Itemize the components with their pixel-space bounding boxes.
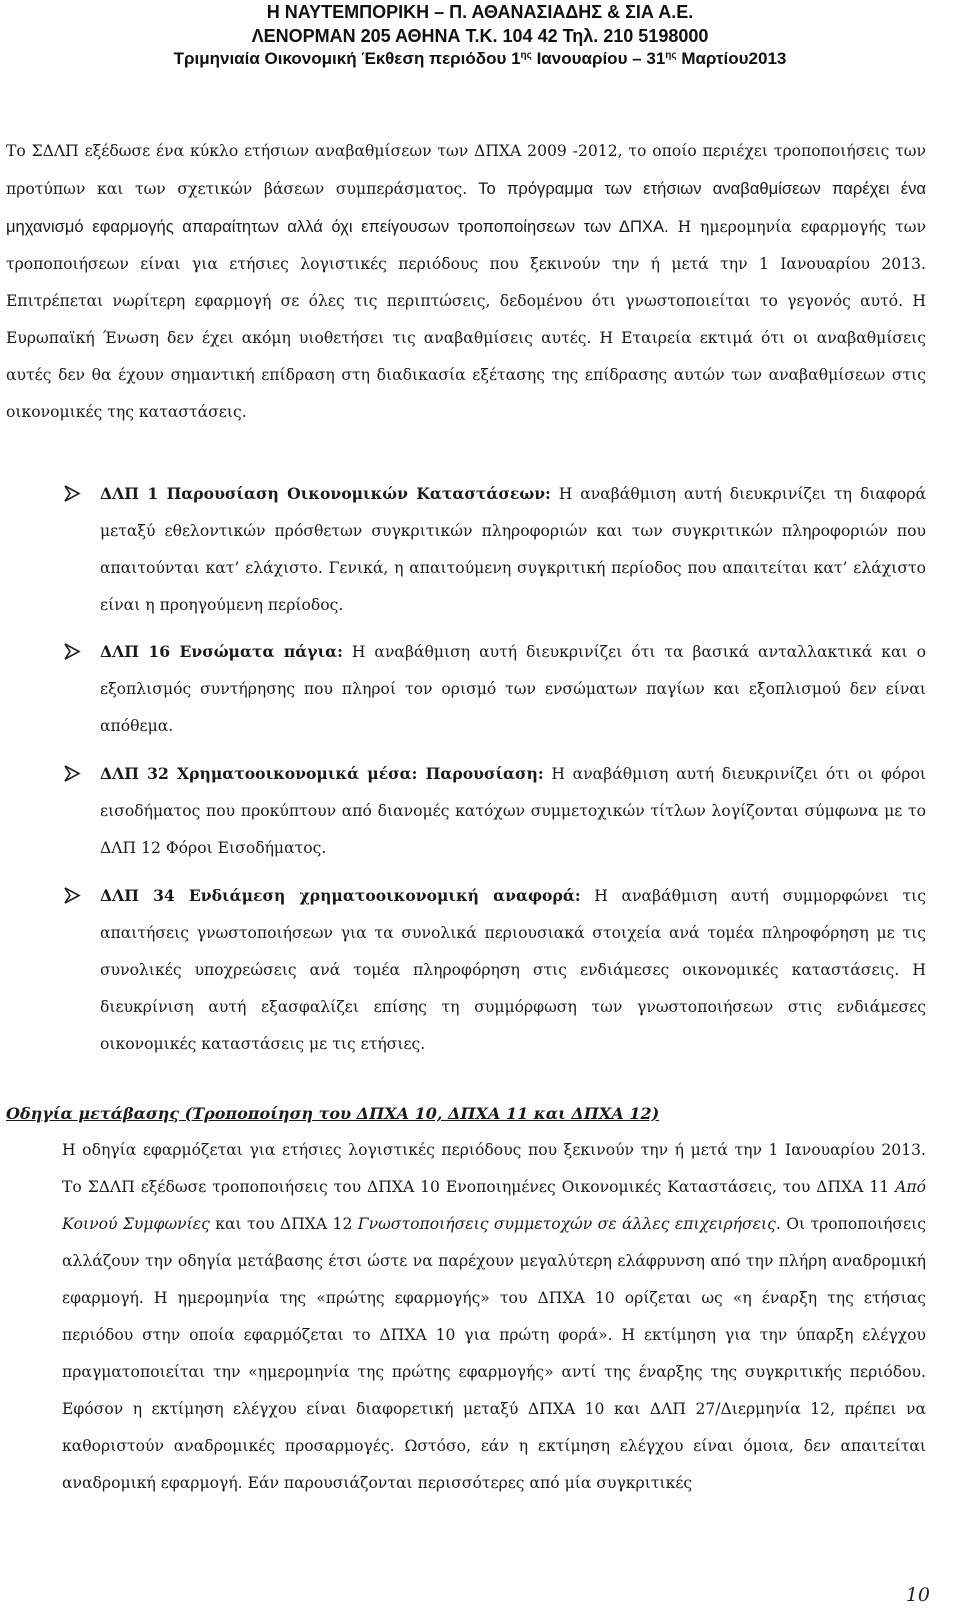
page-number: 10 [905, 1584, 930, 1606]
intro-sentence-3: Η ημερομηνία εφαρμογής των τροποποιήσεων είναι για ετήσιες λογιστικές περιόδους που ξεκινούν την ή μετά την 1 Ιανουαρίου 2013. Επιτρέπεται νωρίτερη εφαρμογή σε όλες τις περιπτώσεις, δεδομένου ότι γνωστοποιείται το γεγονός αυτό. Η Ευρωπαϊκή Ένωση δεν έχει ακόμη υιοθετήσει τις αναβαθμίσεις αυτές. Η Εταιρεία εκτιμά ότι οι αναβαθμίσεις αυτές δεν θα έχουν σημαντική επίδραση στη διαδικασία εξέτασης της επίδρασης αυτών των αναβαθμίσεων στις οικονομικές της καταστάσεις. [6, 218, 926, 421]
list-item-title: ΔΛΠ 16 Ενσώματα πάγια: [100, 642, 343, 661]
company-address: ΛΕΝΟΡΜΑΝ 205 ΑΘΗΝΑ Τ.Κ. 104 42 Τηλ. 210 5198000 [251, 26, 709, 46]
list-item-text: ΔΛΠ 34 Ενδιάμεση χρηματοοικονομική αναφορά: Η αναβάθμιση αυτή συμμορφώνει τις απαιτήσεις γνωστοποιήσεων για τα συνολικά περιουσιακά στοιχεία ανά τομέα πληροφόρηση με τις συνολικές υποχρεώσεις ανά τομέα πληροφόρηση στις ενδιάμεσες οικονομικές καταστάσεις. Η διευκρίνιση αυτή εξασφαλίζει επίσης τη συμμόρφωση των γνωστοποιήσεων στις ενδιάμεσες οικονομικές καταστάσεις με τις ετήσιες. [100, 886, 926, 1053]
intro-sentence-2: Το πρόγραμμα των ετήσιων αναβαθμίσεων παρέχει ένα μηχανισμό εφαρμογής απαραίτητων αλλά όχι επείγουσων τροποποίησεων των ΔΠΧΑ. [6, 179, 927, 236]
arrowhead-bullet-icon [62, 755, 86, 792]
section-heading: Οδηγία μετάβασης (Τροποποίηση του ΔΠΧΑ 10, ΔΠΧΑ 11 και ΔΠΧΑ 12) [6, 1104, 660, 1123]
arrowhead-bullet-icon [62, 877, 86, 914]
list-item-title: ΔΛΠ 32 Χρηματοοικονομικά μέσα: Παρουσίαση: [100, 764, 544, 783]
list-item-text: ΔΛΠ 16 Ενσώματα πάγια: Η αναβάθμιση αυτή διευκρινίζει ότι τα βασικά ανταλλακτικά και ο εξοπλισμός συντήρησης που πληροί τον ορισμό των ενσώματων παγίων και εξοπλισμού δεν είναι απόθεμα. [100, 642, 926, 735]
list-item-title: ΔΛΠ 34 Ενδιάμεση χρηματοοικονομική αναφορά: [100, 886, 581, 905]
arrowhead-bullet-icon [62, 633, 86, 670]
intro-paragraph [6, 133, 926, 431]
list-item-text: ΔΛΠ 32 Χρηματοοικονομικά μέσα: Παρουσίαση: Η αναβάθμιση αυτή διευκρινίζει ότι οι φόροι εισοδήματος που προκύπτουν από διανομές κατόχων συμμετοχικών τίτλων λογίζονται σύμφωνα με το ΔΛΠ 12 Φόροι Εισοδήματος. [100, 764, 927, 857]
intro-sentence-1: Το ΣΔΛΠ εξέδωσε ένα κύκλο ετήσιων αναβαθμίσεων των ΔΠΧΑ 2009 -2012, το οποίο περιέχει τροποποιήσεις των προτύπων και των σχετικών βάσεων συμπεράσματος. [6, 142, 926, 198]
arrowhead-bullet-icon [62, 475, 86, 512]
list-item-title: ΔΛΠ 1 Παρουσίαση Οικονομικών Καταστάσεων: [100, 484, 551, 503]
company-name: Η ΝΑΥΤΕΜΠΟΡΙΚΗ – Π. ΑΘΑΝΑΣΙΑΔΗΣ & ΣΙΑ Α.Ε. [266, 2, 694, 22]
list-item-text: ΔΛΠ 1 Παρουσίαση Οικονομικών Καταστάσεων: Η αναβάθμιση αυτή διευκρινίζει τη διαφορά μεταξύ εθελοντικών πρόσθετων συγκριτικών πληροφοριών και των συγκριτικών πληροφοριών που απαιτούνται κατ’ ελάχιστο. Γενικά, η απαιτούμενη συγκριτική περίοδος που απαιτείται κατ’ ελάχιστο είναι η προηγούμενη περίοδος. [100, 484, 926, 614]
transition-paragraph: Η οδηγία εφαρμόζεται για ετήσιες λογιστικές περιόδους που ξεκινούν την ή μετά την 1 Ιανουαρίου 2013. Το ΣΔΛΠ εξέδωσε τροποποιήσεις του ΔΠΧΑ 10 Ενοποιημένες Οικονομικές Καταστάσεις, του ΔΠΧΑ 11 Από Κοινού Συμφωνίες και του ΔΠΧΑ 12 Γνωστοποιήσεις συμμετοχών σε άλλες επιχειρήσεις. Οι τροποποιήσεις αλλάζουν την οδηγία μετάβασης έτσι ώστε να παρέχουν μεγαλύτερη ελάφρυνση από την πλήρη αναδρομική εφαρμογή. Η ημερομηνία της «πρώτης εφαρμογής» του ΔΠΧΑ 10 ορίζεται ως «η έναρξη της ετήσιας περιόδου στην οποία εφαρμόζεται το ΔΠΧΑ 10 για πρώτη φορά». Η εκτίμηση για την ύπαρξη ελέγχου πραγματοποιείται την «ημερομηνία της πρώτης εφαρμογής» αντί της έναρξης της συγκριτικής περιόδου. Εφόσον η εκτίμηση ελέγχου είναι διαφορετική μεταξύ ΔΠΧΑ 10 και ΔΛΠ 27/Διερμηνία 12, πρέπει να καθοριστούν αναδρομικές προσαρμογές. Ωστόσο, εάν η εκτίμηση ελέγχου είναι όμοια, δεν απαιτείται αναδρομική εφαρμογή. Εάν παρουσιάζονται περισσότερες από μία συγκριτικές [62, 1141, 926, 1492]
report-title: Τριμηνιαία Οικονομική Έκθεση περιόδου $1^{\eta\varsigma}$ Ιανουαρίου – $31^{\eta\varsigma}$ Μαρτίου2013 [173, 49, 787, 68]
